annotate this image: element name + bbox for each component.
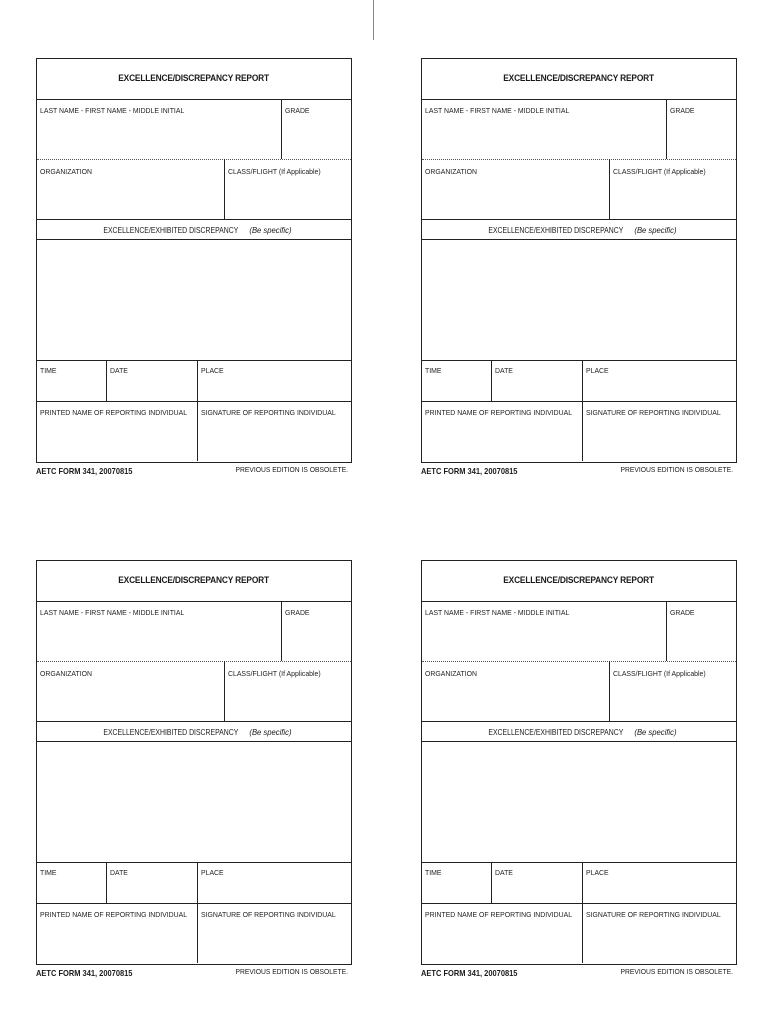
divider (37, 360, 351, 361)
date-label: DATE (495, 366, 513, 375)
class-flight-label: CLASS/FLIGHT (If Applicable) (228, 167, 321, 176)
date-label: DATE (110, 366, 128, 375)
form-border (36, 560, 352, 965)
organization-label: ORGANIZATION (425, 669, 478, 678)
form-id: AETC FORM 341, 20070815 (421, 466, 518, 476)
form-title: EXCELLENCE/DISCREPANCY REPORT (118, 575, 270, 586)
divider (37, 741, 351, 742)
edition-note: PREVIOUS EDITION IS OBSOLETE. (235, 465, 348, 474)
edition-note: PREVIOUS EDITION IS OBSOLETE. (235, 967, 348, 976)
signature-label: SIGNATURE OF REPORTING INDIVIDUAL (586, 910, 721, 919)
grade-label: GRADE (285, 106, 310, 115)
divider (491, 360, 492, 401)
date-label: DATE (110, 868, 128, 877)
divider (422, 601, 736, 602)
divider (197, 360, 198, 461)
edition-note: PREVIOUS EDITION IS OBSOLETE. (620, 967, 733, 976)
discrepancy-heading: EXCELLENCE/EXHIBITED DISCREPANCY (Be specific) (103, 225, 292, 235)
discrepancy-heading: EXCELLENCE/EXHIBITED DISCREPANCY (Be specific) (488, 727, 677, 737)
grade-label: GRADE (285, 608, 310, 617)
place-label: PLACE (586, 366, 609, 375)
divider (106, 862, 107, 903)
class-flight-label: CLASS/FLIGHT (If Applicable) (228, 669, 321, 678)
divider (37, 862, 351, 863)
divider (422, 721, 736, 722)
name-label: LAST NAME - FIRST NAME - MIDDLE INITIAL (425, 106, 570, 115)
time-label: TIME (40, 366, 57, 375)
organization-label: ORGANIZATION (40, 669, 93, 678)
form-id: AETC FORM 341, 20070815 (36, 968, 133, 978)
divider (37, 239, 351, 240)
printed-name-label: PRINTED NAME OF REPORTING INDIVIDUAL (425, 910, 573, 919)
printed-name-label: PRINTED NAME OF REPORTING INDIVIDUAL (425, 408, 573, 417)
divider (422, 99, 736, 100)
divider (666, 601, 667, 661)
divider (609, 159, 610, 219)
divider (422, 401, 736, 402)
divider (281, 601, 282, 661)
signature-label: SIGNATURE OF REPORTING INDIVIDUAL (586, 408, 721, 417)
divider (224, 661, 225, 721)
divider (37, 99, 351, 100)
time-label: TIME (425, 868, 442, 877)
name-label: LAST NAME - FIRST NAME - MIDDLE INITIAL (40, 608, 185, 617)
divider (422, 159, 736, 160)
printed-name-label: PRINTED NAME OF REPORTING INDIVIDUAL (40, 910, 188, 919)
form-id: AETC FORM 341, 20070815 (421, 968, 518, 978)
form-border (36, 58, 352, 463)
divider (422, 360, 736, 361)
divider (37, 219, 351, 220)
divider (106, 360, 107, 401)
organization-label: ORGANIZATION (425, 167, 478, 176)
name-label: LAST NAME - FIRST NAME - MIDDLE INITIAL (40, 106, 185, 115)
cut-guide-line (373, 0, 374, 40)
date-label: DATE (495, 868, 513, 877)
form-border (421, 58, 737, 463)
grade-label: GRADE (670, 106, 695, 115)
form-title: EXCELLENCE/DISCREPANCY REPORT (503, 575, 655, 586)
organization-label: ORGANIZATION (40, 167, 93, 176)
divider (422, 903, 736, 904)
place-label: PLACE (586, 868, 609, 877)
discrepancy-heading: EXCELLENCE/EXHIBITED DISCREPANCY (Be specific) (103, 727, 292, 737)
divider (197, 862, 198, 963)
divider (37, 903, 351, 904)
form-title: EXCELLENCE/DISCREPANCY REPORT (503, 73, 655, 84)
printed-name-label: PRINTED NAME OF REPORTING INDIVIDUAL (40, 408, 188, 417)
form-id: AETC FORM 341, 20070815 (36, 466, 133, 476)
time-label: TIME (40, 868, 57, 877)
divider (582, 360, 583, 461)
form-border (421, 560, 737, 965)
divider (37, 661, 351, 662)
signature-label: SIGNATURE OF REPORTING INDIVIDUAL (201, 408, 336, 417)
place-label: PLACE (201, 868, 224, 877)
time-label: TIME (425, 366, 442, 375)
divider (491, 862, 492, 903)
edition-note: PREVIOUS EDITION IS OBSOLETE. (620, 465, 733, 474)
divider (37, 601, 351, 602)
divider (37, 401, 351, 402)
divider (422, 862, 736, 863)
place-label: PLACE (201, 366, 224, 375)
class-flight-label: CLASS/FLIGHT (If Applicable) (613, 669, 706, 678)
name-label: LAST NAME - FIRST NAME - MIDDLE INITIAL (425, 608, 570, 617)
divider (422, 741, 736, 742)
divider (224, 159, 225, 219)
class-flight-label: CLASS/FLIGHT (If Applicable) (613, 167, 706, 176)
divider (609, 661, 610, 721)
signature-label: SIGNATURE OF REPORTING INDIVIDUAL (201, 910, 336, 919)
discrepancy-heading: EXCELLENCE/EXHIBITED DISCREPANCY (Be specific) (488, 225, 677, 235)
divider (37, 721, 351, 722)
form-title: EXCELLENCE/DISCREPANCY REPORT (118, 73, 270, 84)
divider (37, 159, 351, 160)
divider (666, 99, 667, 159)
divider (281, 99, 282, 159)
divider (422, 239, 736, 240)
divider (422, 219, 736, 220)
grade-label: GRADE (670, 608, 695, 617)
divider (582, 862, 583, 963)
divider (422, 661, 736, 662)
